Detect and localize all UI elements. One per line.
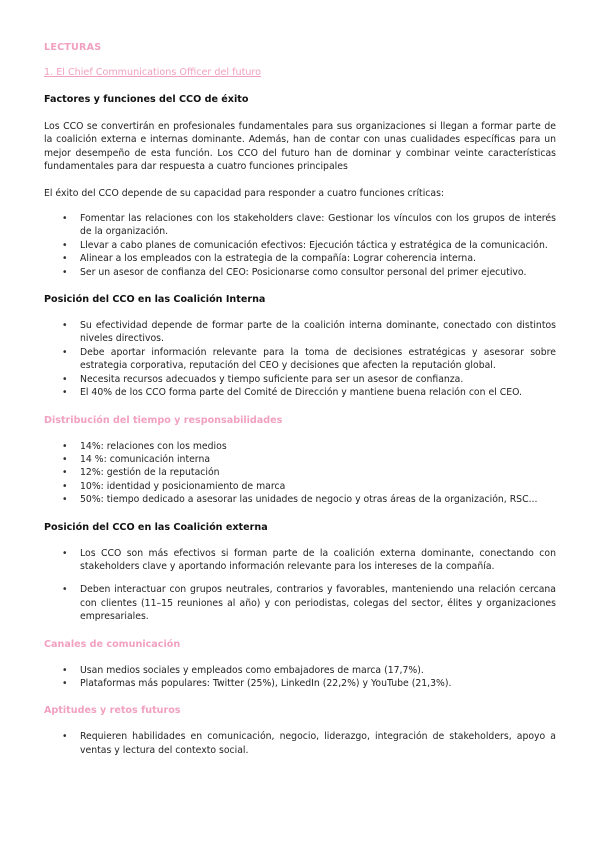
section-label: LECTURAS	[44, 42, 102, 53]
list-item: • Llevar a cabo planes de comunicación efectivos: Ejecución táctica y estratégica de la comunicación.	[62, 239, 556, 252]
distribucion-list	[44, 440, 556, 507]
list-item: • Fomentar las relaciones con los stakeholders clave: Gestionar los vínculos con los grupos de interés de la organización.	[62, 212, 556, 239]
list-item: • 14%: relaciones con los medios	[62, 440, 556, 453]
list-item: • 14 %: comunicación interna	[62, 453, 556, 466]
interna-list	[44, 319, 556, 399]
list-item: • 50%: tiempo dedicado a asesorar las unidades de negocio y otras áreas de la organización, RSC...	[62, 493, 556, 506]
canales-list	[44, 664, 556, 691]
list-item: • El 40% de los CCO forma parte del Comité de Dirección y mantiene buena relación con el CEO.	[62, 386, 556, 399]
externa-list	[44, 547, 556, 624]
heading-coalicion-interna: Posición del CCO en las Coalición Interna	[44, 294, 266, 306]
subsection-link[interactable]: 1. El Chief Communications Officer del futuro	[44, 67, 262, 78]
heading-factores: Factores y funciones del CCO de éxito	[44, 94, 249, 105]
list-item: • Plataformas más populares: Twitter (25%), LinkedIn (22,2%) y YouTube (21,3%).	[62, 677, 556, 690]
list-item: • Ser un asesor de confianza del CEO: Posicionarse como consultor personal del primer ejecutivo.	[62, 266, 556, 279]
list-item: • 10%: identidad y posicionamiento de marca	[62, 480, 556, 493]
heading-canales: Canales de comunicación	[44, 638, 181, 650]
intro-paragraph: Los CCO se convertirán en profesionales fundamentales para sus organizaciones si llegan a formar parte de la coalición externa e internas dominante. Además, han de contar con unas cualidades específicas para un mejor desempeño de esta función. Los CCO del futuro han de dominar y combinar veinte características fundamentales para dar respuesta a cuatro funciones principales	[44, 121, 556, 173]
list-item: • Alinear a los empleados con la estrategia de la compañía: Lograr coherencia interna.	[62, 252, 556, 265]
funciones-list	[44, 212, 556, 279]
heading-distribucion: Distribución del tiempo y responsabilidades	[44, 414, 283, 426]
list-item: • Necesita recursos adecuados y tiempo suficiente para ser un asesor de confianza.	[62, 373, 556, 386]
heading-aptitudes: Aptitudes y retos futuros	[44, 705, 181, 717]
list-item: • 12%: gestión de la reputación	[62, 466, 556, 479]
aptitudes-list	[44, 730, 556, 757]
list-item: • Requieren habilidades en comunicación, negocio, liderazgo, integración de stakeholders, apoyo a ventas y lectura del contexto social.	[62, 730, 556, 757]
heading-coalicion-externa: Posición del CCO en las Coalición externa	[44, 521, 268, 533]
list-item: • Los CCO son más efectivos si forman parte de la coalición externa dominante, conectando con stakeholders clave y aportando información relevante para los intereses de la compañía.	[62, 547, 556, 574]
list-item: • Usan medios sociales y empleados como embajadores de marca (17,7%).	[62, 664, 556, 677]
list-item: • Su efectividad depende de formar parte de la coalición interna dominante, conectado con distintos niveles directivos.	[62, 319, 556, 346]
exito-paragraph: El éxito del CCO depende de su capacidad para responder a cuatro funciones críticas:	[44, 187, 445, 199]
list-item: • Deben interactuar con grupos neutrales, contrarios y favorables, manteniendo una relación cercana con clientes (11–15 reuniones al año) y con periodistas, colegas del sector, élites y organizaciones empresariales.	[62, 583, 556, 623]
list-item: • Debe aportar información relevante para la toma de decisiones estratégicas y asesorar sobre estrategia corporativa, reputación del CEO y decisiones que afecten la reputación global.	[62, 346, 556, 373]
